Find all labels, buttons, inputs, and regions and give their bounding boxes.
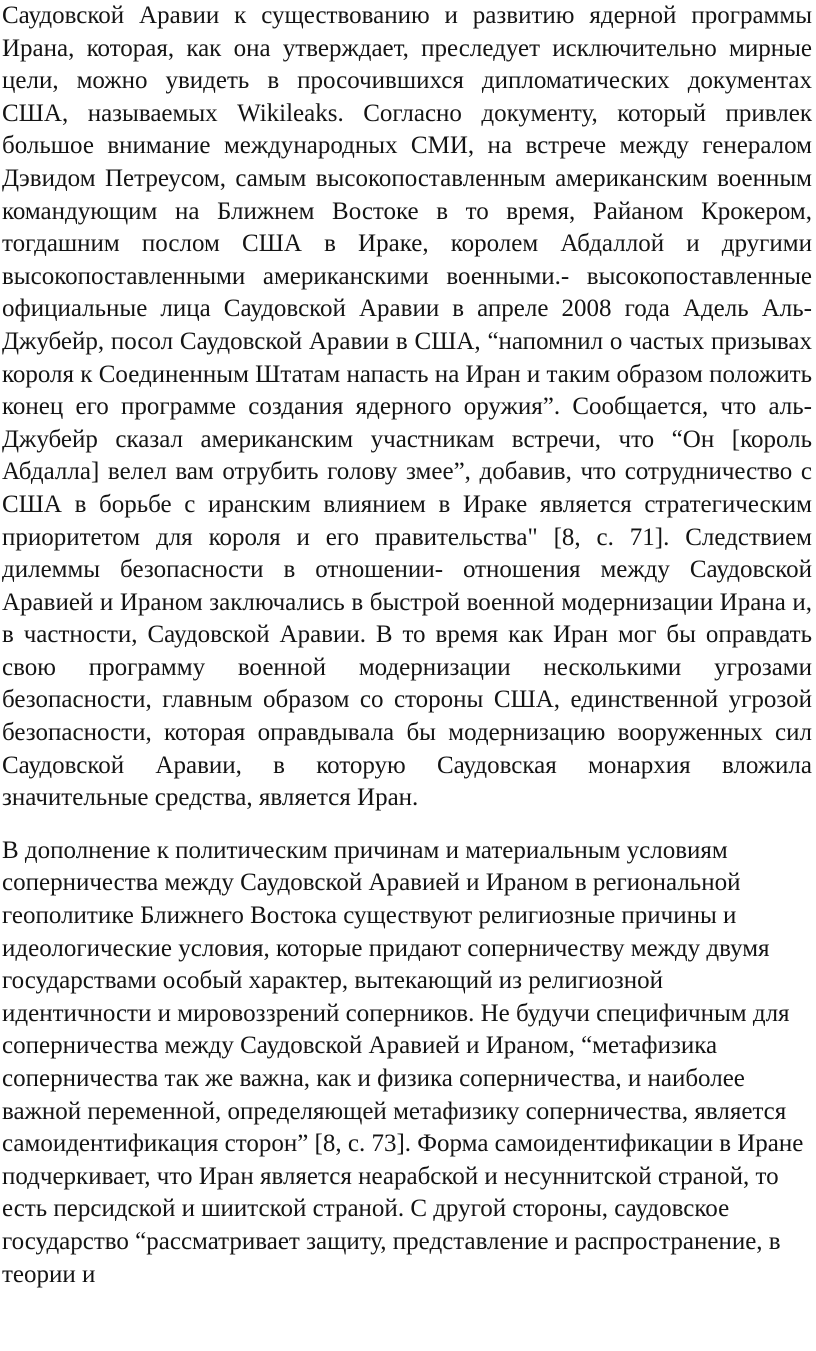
body-paragraph-2: В дополнение к политическим причинам и материальным условиям соперничества между Саудовской Аравией и Ираном в региональной геополитике Ближнего Востока существуют религиозные причины и идеологические условия, которые придают соперничеству между двумя государствами особый характер, вытекающий из религиозной идентичности и мировоззрений соперников. Не будучи специфичным для соперничества между Саудовской Аравией и Ираном, “метафизика соперничества так же важна, как и физика соперничества, и наиболее важной переменной, определяющей метафизику соперничества, является самоидентификация сторон” [8, с. 73]. Форма самоидентификации в Иране подчеркивает, что Иран является неарабской и несуннитской страной, то есть персидской и шиитской страной. С другой стороны, саудовское государство “рассматривает защиту, представление и распространение, в теории и — [2, 836, 804, 1288]
body-paragraph-1: Саудовской Аравии к существованию и развитию ядерной программы Ирана, которая, как она утверждает, преследует исключительно мирные цели, можно увидеть в просочившихся дипломатических документах США, называемых Wikileaks. Согласно документу, который привлек большое внимание международных СМИ, на встрече между генералом Дэвидом Петреусом, самым высокопоставленным американским военным командующим на Ближнем Востоке в то время, Райаном Крокером, тогдашним послом США в Ираке, королем Абдаллой и другими высокопоставленными американскими военными.- высокопоставленные официальные лица Саудовской Аравии в апреле 2008 года Адель Аль-Джубейр, посол Саудовской Аравии в США, “напомнил о частых призывах короля к Соединенным Штатам напасть на Иран и таким образом положить конец его программе создания ядерного оружия”. Сообщается, что аль-Джубейр сказал американским участникам встречи, что “Он [король Абдалла] велел вам отрубить голову змее”, добавив, что сотрудничество с США в борьбе с иранским влиянием в Ираке является стратегическим приоритетом для короля и его правительства" [8, с. 71]. Следствием дилеммы безопасности в отношении- отношения между Саудовской Аравией и Ираном заключались в быстрой военной модернизации Ирана и, в частности, Саудовской Аравии. В то время как Иран мог бы оправдать свою программу военной модернизации несколькими угрозами безопасности, главным образом со стороны США, единственной угрозой безопасности, которая оправдывала бы модернизацию вооруженных сил Саудовской Аравии, в которую Саудовская монархия вложила значительные средства, является Иран. — [2, 2, 812, 812]
